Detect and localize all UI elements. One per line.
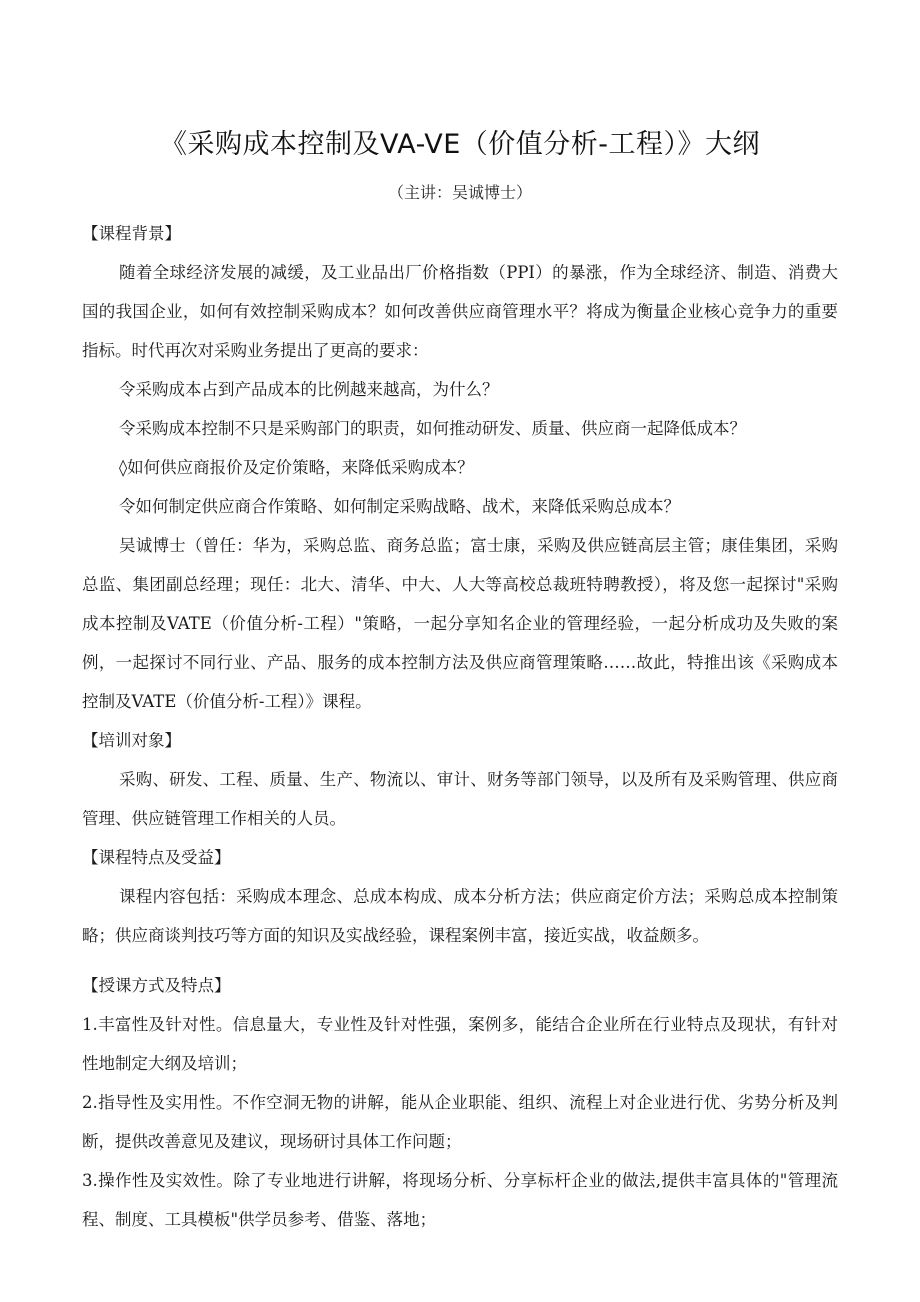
background-question-1: 令采购成本占到产品成本的比例越来越高，为什么？ [119, 380, 499, 399]
method-item-3: 3.操作性及实效性。除了专业地进行讲解，将现场分析、分享标杆企业的做法,提供丰富具体的"管理流程、制度、工具模板"供学员参考、借鉴、落地； [82, 1171, 838, 1229]
background-intro-paragraph: 随着全球经济发展的减缓，及工业品出厂价格指数（PPI）的暴涨，作为全球经济、制造、消费大国的我国企业，如何有效控制采购成本？如何改善供应商管理水平？将成为衡量企业核心竞争力的重要指标。时代再次对采购业务提出了更高的要求： [82, 263, 838, 360]
features-paragraph: 课程内容包括：采购成本理念、总成本构成、成本分析方法；供应商定价方法；采购总成本控制策略；供应商谈判技巧等方面的知识及实战经验，课程案例丰富，接近实战，收益颇多。 [82, 887, 838, 945]
document-subtitle: （主讲：吴诚博士） [387, 183, 532, 202]
section-heading-features: 【课程特点及受益】 [82, 848, 231, 867]
section-heading-method: 【授课方式及特点】 [82, 976, 231, 995]
audience-paragraph: 采购、研发、工程、质量、生产、物流以、审计、财务等部门领导，以及所有及采购管理、供应商管理、供应链管理工作相关的人员。 [82, 770, 838, 828]
method-item-2: 2.指导性及实用性。不作空洞无物的讲解，能从企业职能、组织、流程上对企业进行优、劣势分析及判断，提供改善意见及建议，现场研讨具体工作问题； [82, 1093, 838, 1151]
background-instructor-bio: 吴诚博士（曾任：华为，采购总监、商务总监；富士康，采购及供应链高层主管；康佳集团，采购总监、集团副总经理；现任：北大、清华、中大、人大等高校总裁班特聘教授），将及您一起探讨"采购成本控制及VATE（价值分析-工程）"策略，一起分享知名企业的管理经验，一起分析成功及失败的案例，一起探讨不同行业、产品、服务的成本控制方法及供应商管理策略……故此，特推出该《采购成本控制及VATE（价值分析-工程）》课程。 [82, 536, 838, 711]
background-question-2: 令采购成本控制不只是采购部门的职责，如何推动研发、质量、供应商一起降低成本？ [119, 419, 746, 438]
section-heading-audience: 【培训对象】 [82, 731, 181, 750]
background-question-4: 令如何制定供应商合作策略、如何制定采购战略、战术，来降低采购总成本？ [119, 497, 680, 516]
background-question-3: ◊如何供应商报价及定价策略，来降低采购成本？ [119, 458, 474, 477]
document-title: 《采购成本控制及VA-VE（价值分析-工程）》大纲 [159, 129, 761, 160]
method-item-1: 1.丰富性及针对性。信息量大，专业性及针对性强，案例多，能结合企业所在行业特点及现状，有针对性地制定大纲及培训； [82, 1015, 838, 1073]
section-heading-background: 【课程背景】 [82, 224, 181, 243]
